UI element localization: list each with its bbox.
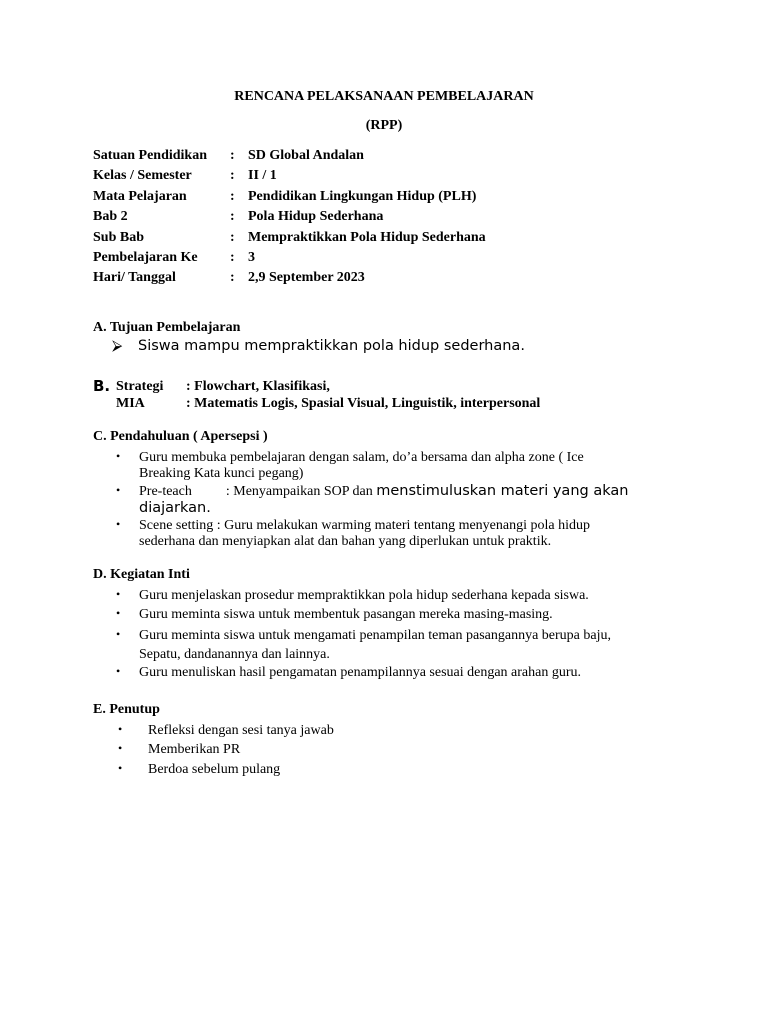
arrow-bullet-icon: ⮚ <box>112 338 123 354</box>
list-item-text: Guru membuka pembelajaran dengan salam, do’a bersama dan alpha zone ( Ice <box>139 450 584 465</box>
bullet-icon: • <box>116 606 121 620</box>
info-colon: : <box>230 168 235 184</box>
info-label: Mata Pelajaran <box>93 188 187 204</box>
section-b-mia-value: : Matematis Logis, Spasial Visual, Linguistik, interpersonal <box>186 396 541 411</box>
info-label: Hari/ Tanggal <box>93 270 176 286</box>
info-colon: : <box>230 249 235 265</box>
list-item-text: Berdoa sebelum pulang <box>148 762 281 777</box>
section-b <box>93 377 110 396</box>
info-value: Pola Hidup Sederhana <box>248 209 384 225</box>
section-b-mia-label: MIA <box>116 396 145 411</box>
info-label: Pembelajaran Ke <box>93 249 198 265</box>
bullet-icon: • <box>116 449 121 463</box>
section-b-strategi-value: : Flowchart, Klasifikasi, <box>186 379 330 394</box>
section-a-item <box>112 338 525 355</box>
info-value: 2,9 September 2023 <box>248 270 365 286</box>
list-item-text: Sepatu, dandanannya dan lainnya. <box>139 647 330 662</box>
section-a-heading: A. Tujuan Pembelajaran <box>93 320 241 335</box>
bullet-icon: • <box>116 664 121 678</box>
list-item-text: Refleksi dengan sesi tanya jawab <box>148 723 334 738</box>
section-c-heading: C. Pendahuluan ( Apersepsi ) <box>93 429 268 444</box>
info-value: SD Global Andalan <box>248 148 364 163</box>
section-b-letter: B. <box>93 377 111 395</box>
document-title: RENCANA PELAKSANAAN PEMBELAJARAN <box>234 89 534 104</box>
info-colon: : <box>230 270 235 286</box>
list-item-text <box>139 483 628 500</box>
info-colon: : <box>230 188 235 204</box>
list-item-text: Scene setting : Guru melakukan warming materi tentang menyenangi pola hidup <box>139 518 590 533</box>
document-subtitle: (RPP) <box>365 118 403 133</box>
info-label: Bab 2 <box>93 209 128 225</box>
list-item-text: sederhana dan menyiapkan alat dan bahan yang diperlukan untuk praktik. <box>139 534 552 549</box>
info-colon: : <box>230 148 235 163</box>
info-label: Kelas / Semester <box>93 168 192 184</box>
info-colon: : <box>230 229 235 245</box>
pre-teach-value-cont: menstimuluskan materi yang akan <box>376 483 629 499</box>
section-d-heading: D. Kegiatan Inti <box>93 567 190 582</box>
list-item-text: Memberikan PR <box>148 742 241 757</box>
bullet-icon: • <box>116 627 121 641</box>
bullet-icon: • <box>116 483 121 497</box>
section-b-strategi-label: Strategi <box>116 379 164 394</box>
info-value: Pendidikan Lingkungan Hidup (PLH) <box>248 188 477 204</box>
bullet-icon: • <box>116 517 121 531</box>
info-value: II / 1 <box>248 168 277 184</box>
list-item-text: diajarkan. <box>139 500 211 516</box>
section-e-heading: E. Penutup <box>93 702 160 717</box>
list-item-text: Guru menuliskan hasil pengamatan penampilannya sesuai dengan arahan guru. <box>139 665 582 680</box>
bullet-icon: • <box>118 761 123 775</box>
info-label: Sub Bab <box>93 229 144 245</box>
bullet-icon: • <box>116 587 121 601</box>
pre-teach-label: Pre-teach <box>139 484 192 499</box>
info-value: Mempraktikkan Pola Hidup Sederhana <box>248 229 486 245</box>
bullet-icon: • <box>118 741 123 755</box>
list-item-text: Guru menjelaskan prosedur mempraktikkan pola hidup sederhana kepada siswa. <box>139 588 589 603</box>
list-item-text: Guru meminta siswa untuk membentuk pasangan mereka masing-masing. <box>139 607 553 622</box>
pre-teach-value: : Menyampaikan SOP dan <box>225 484 377 499</box>
bullet-icon: • <box>118 722 123 736</box>
list-item-text: Breaking Kata kunci pegang) <box>139 466 304 481</box>
list-item-text: Guru meminta siswa untuk mengamati penampilan teman pasangannya berupa baju, <box>139 628 611 643</box>
info-value: 3 <box>248 249 255 265</box>
info-colon: : <box>230 209 235 225</box>
info-label: Satuan Pendidikan <box>93 148 207 163</box>
section-a-item-text: Siswa mampu mempraktikkan pola hidup sederhana. <box>138 338 525 354</box>
